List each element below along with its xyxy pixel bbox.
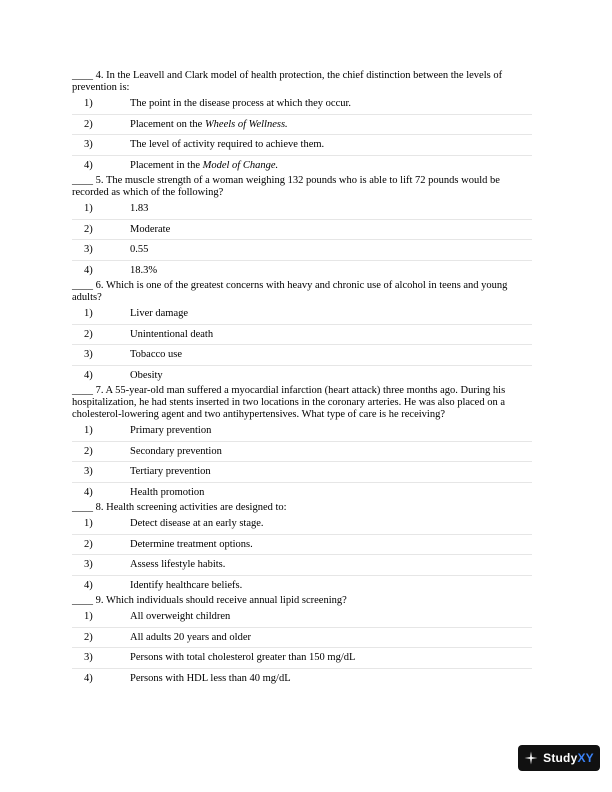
answer-options (72, 199, 532, 280)
option-row: 3) The level of activity required to achieve them. (72, 135, 532, 156)
question-block (72, 385, 532, 502)
option-row: 4) Placement in the Model of Change. (84, 159, 279, 171)
option-row: 4) 18.3% (84, 264, 158, 276)
option-row: 1) Detect disease at an early stage. (72, 514, 532, 534)
question-block (72, 280, 532, 385)
option-row: 2) Placement on the Wheels of Wellness. (72, 114, 532, 135)
question-block (72, 175, 532, 280)
option-row: 1) Liver damage (72, 304, 532, 324)
option-row: 3) Tobacco use (72, 345, 532, 366)
option-row: 1) Primary prevention (72, 421, 532, 441)
option-row: 2) All adults 20 years and older (72, 627, 532, 648)
option-row: 2) Determine treatment options. (72, 534, 532, 555)
answer-options (72, 94, 532, 175)
question-block (72, 502, 532, 595)
option-row: 2) Moderate (72, 219, 532, 240)
question-stem: ____ 5. The muscle strength of a woman weighing 132 pounds who is able to lift 72 pounds would be recorded as which of the following? (72, 175, 500, 198)
answer-options (72, 514, 532, 595)
document-page (72, 70, 532, 688)
option-row: 3) Persons with total cholesterol greater than 150 mg/dL (72, 648, 532, 669)
question-stem: ____ 6. Which is one of the greatest concerns with heavy and chronic use of alcohol in teens and young adults? (72, 280, 508, 303)
option-row: 3) Assess lifestyle habits. (72, 555, 532, 576)
brand-name: StudyXY (543, 751, 594, 765)
answer-options (72, 421, 532, 502)
option-row: 3) Tertiary prevention (72, 462, 532, 483)
option-row: 4) Obesity (84, 369, 163, 381)
option-row: 1) The point in the disease process at which they occur. (72, 94, 532, 114)
studyxy-badge[interactable] (518, 745, 600, 771)
question-stem: ____ 4. In the Leavell and Clark model of health protection, the chief distinction between the levels of prevention is: (72, 70, 503, 93)
option-row: 4) Persons with HDL less than 40 mg/dL (84, 672, 291, 684)
question-block (72, 595, 532, 688)
plus-sparkle-icon (524, 751, 538, 765)
answer-options (72, 607, 532, 688)
answer-options (72, 304, 532, 385)
option-row: 2) Unintentional death (72, 324, 532, 345)
option-row: 1) All overweight children (72, 607, 532, 627)
option-row: 3) 0.55 (72, 240, 532, 261)
question-stem: ____ 7. A 55-year-old man suffered a myocardial infarction (heart attack) three months ago. During his hospitalization, he had stents inserted in two locations in the coronary arteries. He was also placed on a cholesterol-lowering agent and two antihypertensives. What type of care is he receiving? (72, 385, 506, 420)
option-row: 4) Identify healthcare beliefs. (84, 579, 243, 591)
option-row: 2) Secondary prevention (72, 441, 532, 462)
option-row: 1) 1.83 (72, 199, 532, 219)
question-block (72, 70, 532, 175)
question-stem: ____ 8. Health screening activities are designed to: (72, 502, 287, 513)
question-stem: ____ 9. Which individuals should receive annual lipid screening? (72, 595, 347, 606)
option-row: 4) Health promotion (84, 486, 205, 498)
